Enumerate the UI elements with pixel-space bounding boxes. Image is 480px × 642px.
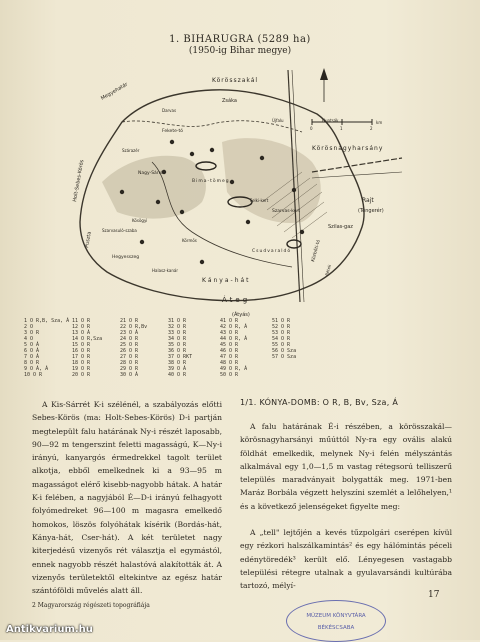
legend-entry: 42 O R, Á [220,324,248,330]
library-stamp [286,600,386,642]
label-kanya-hat: Kánya-hát [202,277,251,284]
legend-entry: 52 O R [272,324,291,330]
label-kozboti-to: Közbőti-tó [311,239,322,263]
page-title: 1. BIHARUGRA (5289 ha) [169,34,311,45]
legend-entry: 57 O Sza [272,354,297,360]
legend-entry: 44 O R, Á [220,336,248,342]
page-subtitle: (1950-ig Bihar megye) [188,46,292,56]
label-korosszakal: Körösszakál [212,77,259,84]
north-arrow-icon [320,68,328,102]
border-line [312,172,402,178]
legend-entry: 6 O Á [24,348,40,354]
legend-entry: 32 O R [168,324,187,330]
legend-entry: 35 O R [168,342,187,348]
legend-entry: 11 O R [72,318,91,324]
label-tengerer: (Tengerér) [358,208,384,214]
legend-entry: 18 O R [72,360,91,366]
label-ujfalu: Újfalu [272,118,284,123]
legend-entry: 3 O R [24,330,40,336]
legend-entry: 21 O R [120,318,139,324]
label-hunstak: Huntsák [322,118,339,123]
legend-entry: 20 O R [72,372,91,378]
scale-label-1: 1 [340,126,343,131]
stamp-line-1: MÚZEUM KÖNYVTÁRA [306,613,366,619]
map-legend [24,318,304,378]
scale-label-0: 0 [310,126,313,131]
legend-entry: 2 O [24,324,34,330]
label-kosogyi: Kösögyi [132,218,148,223]
legend-entry: 10 O R [24,372,43,378]
page-number: 17 [428,590,440,600]
map-figure [62,62,412,328]
legend-entry: 36 O R [168,348,187,354]
label-korosnagyharsany: Körösnagyharsány [312,145,384,152]
legend-entry: 15 O R [72,342,91,348]
label-szilas-gaz: Szilas-gaz [328,224,353,230]
legend-entry: 1 O R,B, Sza, Á [24,318,70,324]
legend-entry: 37 O RKT [168,354,193,360]
legend-entry: 26 O R [120,348,139,354]
label-ateg: Áteg [222,296,251,304]
legend-entry: 46 O R [220,348,239,354]
legend-entry: 13 O Á [72,330,91,336]
label-felki-kert: Felki-kert [250,198,269,203]
legend-entry: 22 O R,Bv [120,324,148,330]
legend-entry: 47 O R [220,354,239,360]
legend-entry: 51 O R [272,318,291,324]
watermark: Antikvarium.hu [6,624,93,635]
legend-entry: 39 O Á [168,366,187,372]
legend-entry: 55 O R [272,342,291,348]
label-nagy-sarret: Nagy-Sárrét [138,171,165,176]
legend-entry: 16 O R [72,348,91,354]
legend-entry: 41 O R [220,318,239,324]
legend-entry: 38 O R [168,360,187,366]
legend-entry: 53 O R [272,330,291,336]
legend-entry: 27 O R [120,354,139,360]
label-szarazer: Szárazér [122,148,140,153]
legend-entry: 9 O Á, Á [24,366,49,372]
paragraph-left: A Kis-Sárrét K-i szélénél, a szabályozás előtti Sebes-Körös (ma: Holt-Sebes-Körös) D-i partján megtelepült falu határának Ny-i részét laposabb, 90—92 m tengerszint feletti magasságú, K—Ny-i irányú, kanyargós érmedrekkel tagolt terület alkotja, ebből emelkednek ki a 93—95 m magasságot elérő kisebb-nagyobb hátak. A határ K-i felében, a nagyjából É—D-i irányú felhagyott folyómedreket 96—100 m magasra emelkedő homokos, löszös folyóhátak kísérik (Bordás-hát, Kánya-hát, Cser-hát). A két területet nagy kiterjedésű vizenyős rét választja el egymástól, ennek nagyobb részét halastóvá alakították át. A vizenyős területektől eltekintve az egész határ szántóföldi művelés alatt áll. [32,400,222,596]
legend-entry: 5 O Á [24,342,40,348]
legend-entry: 30 O Á [120,372,139,378]
legend-entry: 45 O R [220,342,239,348]
label-kormos: Körmös [182,238,197,243]
label-puszta: Puszta [84,231,93,249]
legend-column-6 [272,318,334,360]
scale-label-2: 2 [370,126,373,131]
label-bima-tomeg: Bima-tömeg [192,179,230,184]
legend-entry: 17 O R [72,354,91,360]
scale-label-km: km [376,120,383,125]
label-szarvas-kert: Szarvas-kert [272,209,301,214]
legend-entry: 7 O Á [24,354,40,360]
legend-entry: 31 O R [168,318,187,324]
label-halas-kanar: Halasz-kanár [152,268,178,273]
legend-entry: 12 O R [72,324,91,330]
section-heading: 1/1. KÓNYA-DOMB: O R, B, Bv, Sza, Á [240,398,399,407]
legend-entry: 40 O R [168,372,187,378]
legend-entry: 25 O R [120,342,139,348]
paragraph-right-2: A „tell" lejtőjén a kevés tűzpolgári cserépen kívül egy rézkori halszálkamintás² és egy hálómintás péceli edénytöredék³ került elő. Lényegesen vastagabb települési rétegre utalnak a gyulavarsándi kultúrába tartozó, mélyí- [240,528,452,591]
label-holt-sebes-koros: Holt-Sebes-Körös [72,159,86,203]
label-szarvasulo-szaba: Szarvasuló-szaba [102,228,137,233]
legend-entry: 29 O R [120,366,139,372]
legend-entry: 4 O [24,336,34,342]
legend-entry: 34 O R [168,336,187,342]
label-megyehatar: Megyehatár [100,81,129,102]
legend-entry: 54 O R [272,336,291,342]
label-darvas: Darvas [162,108,177,113]
label-csodvaraldo: Csudvaraldó [252,249,292,254]
legend-entry: 49 O R, Á [220,366,248,372]
label-atyas: (Átyás) [232,312,250,318]
legend-entry: 8 O R [24,360,40,366]
field-patch [102,156,206,219]
footnote: 2 Magyarország régészeti topográfiája [32,602,150,609]
map-drawing [62,62,412,328]
legend-entry: 24 O R [120,336,139,342]
label-rajt: Rajt [362,197,374,204]
legend-entry: 33 O R [168,330,187,336]
legend-entry: 48 O R [220,360,239,366]
legend-entry: 50 O R [220,372,239,378]
body-text-left [32,398,222,597]
label-retek: Rétek [324,263,332,277]
label-feketeto: Fekete-tó [162,129,183,134]
legend-entry: 23 O Á [120,330,139,336]
legend-entry: 43 O R [220,330,239,336]
label-zsaka: Zsáka [222,98,237,104]
site-oval [287,240,301,248]
legend-entry: 56 O Sza [272,348,297,354]
scale-bar [310,119,382,131]
paragraph-right-1: A falu határának É-i részében, a körösszakál—körösnagyharsányi műúttól Ny-ra egy ovális alakú földhát emelkedik, melynek Ny-i felén mélyszántás alkalmával egy 1,0—1,5 m vastag rétegsorú telliszerű település maradványait bolygatták meg. 1971-ben Maráz Borbála végzett helyszíni szemlét a lelőhelyen,¹ és a következő jelenségeket figyelte meg: [240,422,452,511]
border-line [312,158,402,172]
site-oval [196,162,216,170]
legend-entry: 28 O R [120,360,139,366]
legend-entry: 19 O R [72,366,91,372]
legend-entry: 14 O R,Sza [72,336,103,342]
label-hegyes-szeg: Hegyesszeg [112,255,140,260]
stamp-line-2: BÉKÉSCSABA [317,625,355,631]
